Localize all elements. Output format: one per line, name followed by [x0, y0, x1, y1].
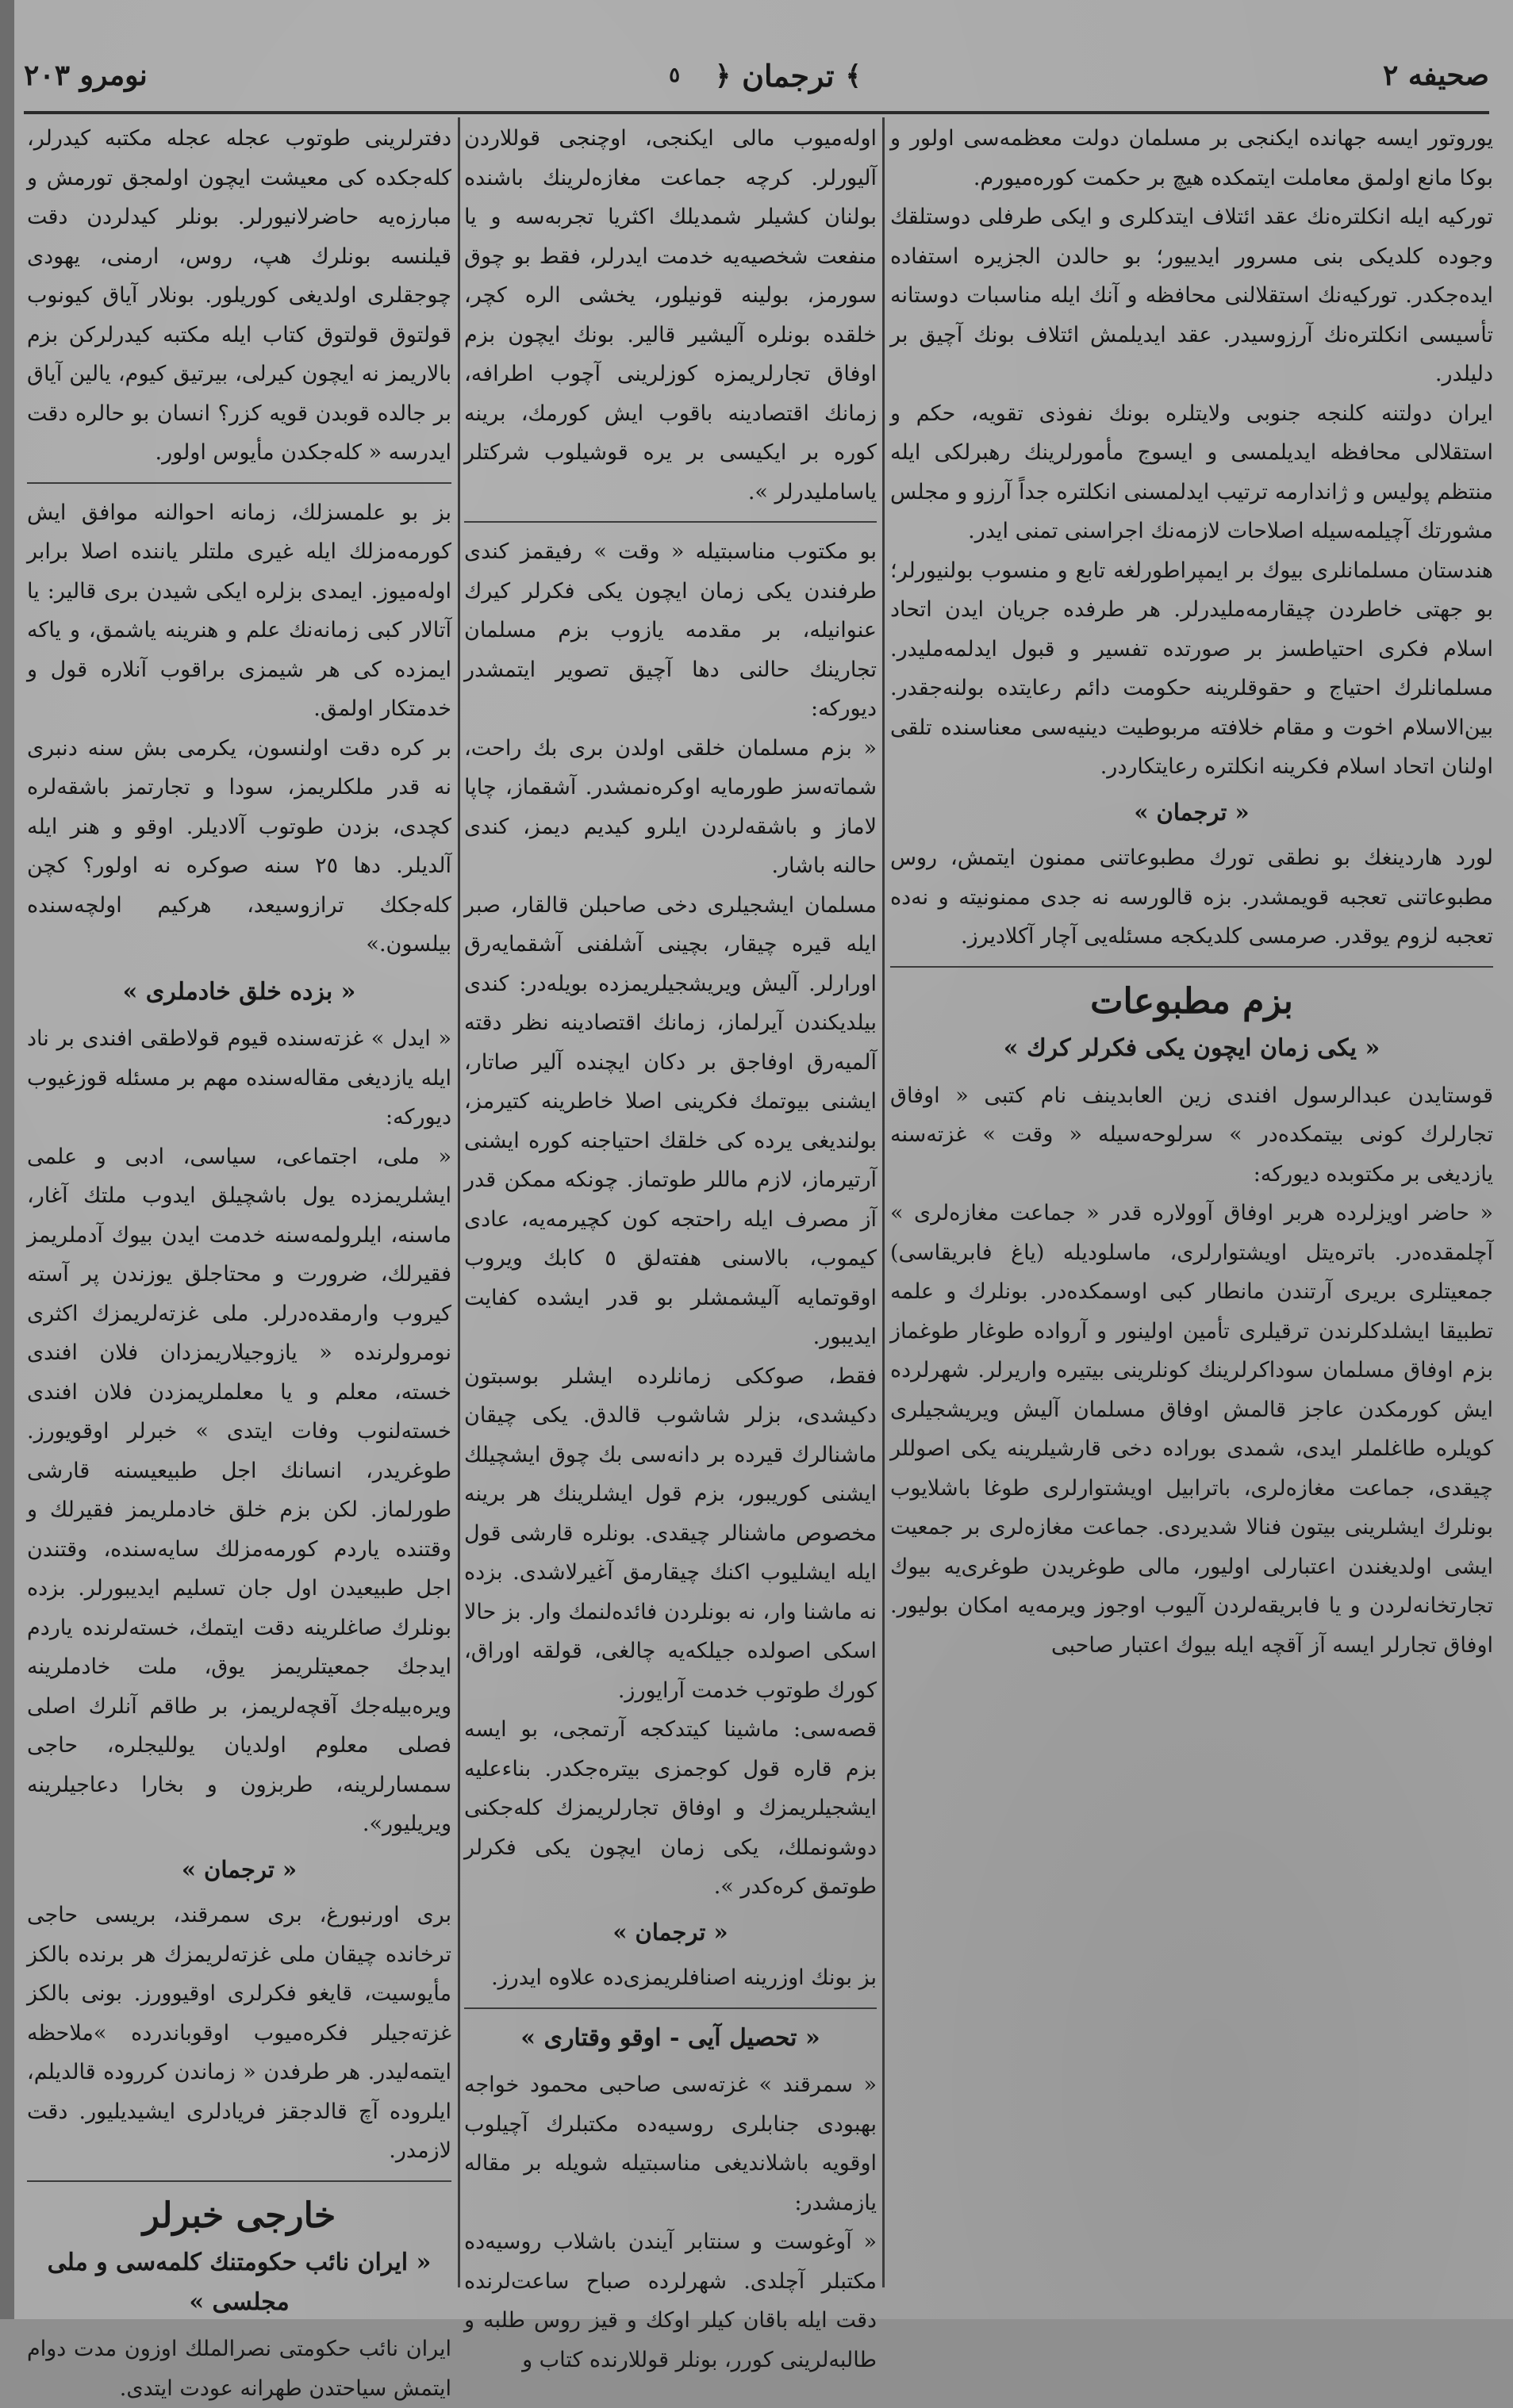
paragraph: اوله‌میوب مالی ایکنجی، اوچنجی قوللاردن آلیورلر. کرچه جماعت مغازه‌لرینك باشنده بولنان کشیلر شمدیلك اکثریا تجربه‌سه و یا منفعت شخصیه‌یه خدمت ایدرلر، فقط بو چوق سورمز، بولینه قونیلور، یخشی الره کچر، خلقده بونلره آلیشیر قالیر. بونك ایچون بزم اوفاق تجارلریمزه کوزلرینی آچوب اطرافه، زمانك اقتصادینه باقوب ایش کورمك، برینه کوره بر ایکیسی بر یره قوشیلوب شرکتلر یاساملیدرلر ». — [464, 126, 877, 504]
section-rule — [464, 521, 877, 523]
paragraph: مسلمان ایشجیلری دخی صاحبلن قالقار، صبر ایله قیره چیقار، بچینی آشلفنی آشقمایه‌رق اورارلر. آلیش ویریشجیلریمزده بویله‌در: کندی بیلدیکندن آیرلماز، زمانك اقتصادینه نظر دقته آلمیه‌رق اوفاجق بر دکان ایچنده آلیر صاتار، ایشنی بیوتمك فکرینی اصلا خاطرینه کتیرمز، بولندیغی یرده کی خلقك احتیاجنه کوره ایشنی آرتیرماز، لازم ماللر طوتماز. چونکه ممکن قدر آز مصرف ایله راحتجه کون کچیرمه‌یه، عادی کیموب، بالاسنی هفته‌لق ٥ کابك ویروب اوقوتمایه آلیشمشلر بو قدر ایشده کفایت ایدیبور. — [464, 892, 877, 1349]
paragraph: « حاضر اویزلرده هربر اوفاق آوولاره قدر « جماعت مغازه‌لری » آچلمقده‌در. باتره‌یتل اویشتوارلری، ماسلودیله (یاغ فابریقاسی) جمعیتلری بریری آرتندن مانطار کبی اوسمکده‌در. بونلرك و علمه تطبیقا ایشلدکلرندن ترقیلری تأمین اولینور و آرواده طوغار طوغماز بزم اوفاق مسلمان سوداکرلرینك کونلرینی بیتیره واریرلر. شهرلرده ایش کورمکدن عاجز قالمش اوفاق مسلمان آلیش ویریشجیلری کویلره طاغلملر ایدی، شمدی بوراده دخی قارشیلرینه یکی اصوللر چیقدی، جماعت مغازه‌لری، باترابیل اویشتوارلری طوغا باشلایوب بونلرك ایشلرینی بیتون فنالا شدیردی. جماعت مغازه‌لری بر جمعیت ایشی اولدیغندن اعتبارلی اولیور، مالی طوغریدن طوغری‌یه بیوك تجارتخانه‌لردن و یا فابریقه‌لردن آلیوب اوجوز ویرمه‌یه امکان بولیور. اوفاق تجارلر ایسه آز آقچه ایله بیوك اعتبار صاحبی — [890, 1201, 1493, 1658]
paragraph: هندستان مسلمانلری بیوك بر ایمپراطورلغه تابع و منسوب بولنیورلر؛ بو جهتی خاطردن چیقارمه‌ملیدرلر. هر طرفده جریان ایدن اتحاد اسلام فکری احتیاطسز بر صورتده تفسیر و قبول ایدلمه‌ملیدر. مسلمانلرك احتیاج و حقوقلرینه حکومت دائم رعایتده بولنه‌جقدر. بین‌الاسلام اخوت و مقام خلافته مربوطیت دینیه‌سی معناسنده تلقی اولنان اتحاد اسلام فکرینه انکلتره رعایتکاردر. — [890, 558, 1493, 779]
paragraph: دفترلرینی طوتوب عجله عجله مکتبه کیدرلر، کله‌جکده کی معیشت ایچون اولمجق تورمش و مبارزه‌یه حاضرلانیورلر. بونلر کیدلردن دقت قیلنسه بونلرك هپ، روس، ارمنی، یهودی چوجقلری اولدیغی کوریلور. بونلار آیاق کیونوب قولتوق قولتوق کتاب ایله مکتبه کیدرلرکن بزم بالاریمز نه ایچون کیرلی، بیرتیق کیوم، یالین آیاق بر جالده قوبدن قویه کزر؟ انسان بو حالره دقت ایدرسه « کله‌جکدن مأیوس اولور. — [27, 126, 451, 465]
paragraph: بر کره دقت اولنسون، یکرمی بش سنه دنبری نه قدر ملکلریمز، سودا و تجارتمز باشقه‌لره کچدی، بزدن طوتوب آلادیلر. اوقو و هنر ایله آلدیلر. دها ٢٥ سنه صوکره نه اولور؟ کچن کله‌جکك ترازوسیعد، هرکیم اولچه‌سنده بیلسون.» — [27, 735, 451, 957]
small-number: ٥ — [669, 63, 681, 87]
section-rule — [464, 2007, 877, 2009]
paragraph: تورکیه ایله انکلتره‌نك عقد ائتلاف ایتدکلری و ایکی طرفلی دوستلقك وجوده کلدیکی بنی مسرور ایدییور؛ بو حالدن الجزیره استفاده ایده‌جکدر. تورکیه‌نك استقلالنی محافظه و آنك ایله مناسبات دوستانه تأسیسی انکلتره‌نك آرزوسیدر. عقد ایدیلمش ائتلاف بونك آچیق بر دلیلدر. — [890, 205, 1493, 386]
paragraph: لورد هاردینغك بو نطقی تورك مطبوعاتنی ممنون ایتمش، روس مطبوعاتنی تعجبه قویمشدر. بزه قالورسه نه جدی ممنونیته و نه‌ده تعجبه لزوم یوقدر. صرمسی کلدیکجه مسئله‌یی آچار آکلادیرز. — [890, 845, 1493, 949]
article-title: « تحصیل آیی - اوقو وقتاری » — [520, 2023, 820, 2052]
column-middle — [464, 119, 877, 2372]
section-heading: بزم مطبوعات — [1090, 980, 1293, 1022]
paragraph: « آوغوست و سنتابر آیندن باشلاب روسیه‌ده مکتبلر آچلدی. شهرلرده صباح ساعت‌لرنده دقت ایله باقان کیلر اوکك و قیز روس طلبه و طالبه‌لرینی کورر، بونلر قوللارنده کتاب و — [464, 2230, 877, 2372]
article-title: « بزده خلق خادملری » — [122, 977, 356, 1006]
column-left — [27, 119, 451, 2401]
paragraph: « سمرقند » غزته‌سی صاحبی محمود خواجه بهبودی جنابلری روسیه‌ده مکتبلرك آچیلوب اوقویه باشلاندیغی مناسبتیله شویله بر مقاله یازمشدر: — [464, 2072, 877, 2215]
article-title: « یکی زمان ایچون یکی فکرلر کرك » — [1003, 1034, 1381, 1062]
signature: « ترجمان » — [612, 1918, 728, 1946]
paragraph: بری اورنبورغ، بری سمرقند، بریسی حاجی ترخانده چیقان ملی غزته‌لریمزك هر برنده بالکز مأیوسیت، قایغو فکرلری اوقیوورز. بونی بالکز غزته‌جیلر فکره‌میوب اوقوباندرده »ملاحظه ایتمه‌لیدر. هر طرفدن « زماندن کرروده قالدیلم، ایلروده آچ قالدجقز فریادلری ایشیدیلیور. دقت لازمدر. — [27, 1903, 451, 2163]
paragraph: بز بو علمسزلك، زمانه احوالنه موافق ایش کورمه‌مزلك ایله غیری ملتلر یاننده اصلا برابر اوله‌میوز. ایمدی بزلره ایکی شیدن بری قالیر: یا آتالار کبی زمانه‌نك علم و هنرینه یاشمق، و یاکه ایمزده کی هر شیمزی براقوب آنلاره قول و خدمتکار اولمق. — [27, 500, 451, 721]
paragraph: ایران دولتنه کلنجه جنوبی ولایتلره بونك نفوذی تقویه، حکم و استقلالی محافظه ایدیلمسی و ایسوج مأمورلرینك رهبرلکی ایله منتظم پولیس و ژاندارمه ترتیب ایدلمسنی انکلتره جداً آرزو و مجلس مشورتك آچیلمه‌سیله اصلاحات لازمه‌نك اجراسنی تمنی ایدر. — [890, 401, 1493, 543]
page-edge-shadow — [0, 0, 14, 2319]
paragraph: قوستایدن عبدالرسول افندی زین العابدینف نام کتبی « اوفاق تجارلرك کونی بیتمکده‌در » سرلوحه‌سیله « وقت » غزته‌سنه یازدیغی بر مکتوبده دیورکه: — [890, 1083, 1493, 1187]
paragraph: یوروتور ایسه جهانده ایکنجی بر مسلمان دولت معظمه‌سی اولور و بوکا مانع اولمق معاملت ایتمکده هیچ بر حکمت کوره‌میورم. — [890, 126, 1493, 190]
ornament-icon: ﴿ — [715, 59, 732, 92]
section-rule — [27, 482, 451, 484]
paragraph: قصه‌سی: ماشینا کیتدکجه آرتمجی، بو ایسه بزم قاره قول کوجمزی بیتره‌جکدر. بناءعلیه ایشجیلریمزك و اوفاق تجارلریمزك کله‌جکنی دوشونملك، یکی زمان ایچون یکی فکرلر طوتمق کره‌کدر ». — [464, 1717, 877, 1899]
column-divider — [882, 117, 885, 2287]
paragraph: ایران نائب حکومتی نصرالملك اوزون مدت دوام ایتمش سیاحتدن طهرانه عودت ایتدی. — [27, 2337, 451, 2401]
section-rule — [890, 966, 1493, 968]
column-divider — [458, 117, 460, 2287]
section-rule — [27, 2180, 451, 2182]
paragraph: « بزم مسلمان خلقی اولدن بری بك راحت، شماته‌سز طورمایه اوکره‌نمشدر. آشقماز، چاپا لاماز و باشقه‌لردن ایلرو کیدیم دیمز، کندی حالنه باشار. — [464, 735, 877, 878]
signature: « ترجمان » — [181, 1855, 298, 1883]
paragraph: بز بونك اوزرینه اصنافلریمزی‌ده علاوه ایدرز. — [491, 1965, 877, 1990]
masthead-title — [669, 58, 861, 94]
paragraph: بو مکتوب مناسبتیله « وقت » رفیقمز کندی طرفندن یکی زمان ایچون یکی فکرلر کیرك عنوانیله، بر مقدمه یازوب بزم مسلمان تجارینك حالنی دها آچیق تصویر ایتمشدر دیورکه: — [464, 539, 877, 721]
masthead-rule — [24, 111, 1489, 114]
paragraph: « ایدل » غزته‌سنده قیوم قولاطقی افندی بر ناد ایله یازدیغی مقاله‌سنده مهم بر مسئله قوزغیوب دیورکه: — [27, 1026, 451, 1129]
newspaper-title: ترجمان — [742, 57, 835, 94]
issue-number: نومرو ۲۰۳ — [24, 59, 148, 92]
column-right — [890, 119, 1493, 2287]
article-title: « ایران نائب حکومتنك کلمه‌سی و ملی مجلسی » — [47, 2249, 432, 2316]
paragraph: « ملی، اجتماعی، سیاسی، ادبی و علمی ایشلریمزده یول باشچیلق ایدوب ملتك آغار، ماسنه، ایلرولمه‌سنه خدمت ایدن بیوك آدملریمز فقیرلك، ضرورت و محتاجلق یوزندن پر آسته کیروب وارمقده‌درلر. ملی غزته‌لریمزك اکثری نومرولرنده « یازوجیلاریمزدان فلان افندی خسته، معلم و یا معلملریمزدن فلان افندی خسته‌لنوب وفات ایتدی » خبرلر اوقویورز. طوغریدر، انسانك اجل طبیعیسنه قارشی طورلماز. لکن بزم خلق خادملریمز فقیرلك و وقتنده یاردم کورمه‌مزلك سایه‌سنده، وقتندن اجل طبیعیدن اول جان تسلیم ایدیبورلر. بزده بونلرك صاغلرینه دقت ایتمك، خسته‌لرنده یاردم ایدجك جمعیتلریمز یوق، ملت خادملرینه ویره‌بیله‌جك آقچه‌لریمز، بر طاقم آنلرك اصلی فصلی معلوم اولدیان یوللیجلره، حاجی سمسارلرینه، طربزون و بخارا دعاجیلرینه ویریلیور». — [27, 1144, 451, 1836]
page-number: صحیفه ۲ — [1382, 59, 1489, 92]
masthead — [24, 44, 1489, 107]
signature: « ترجمان » — [1134, 798, 1250, 826]
ornament-icon: ﴾ — [845, 59, 862, 92]
paragraph: فقط، صوککی زمانلرده ایشلر بوسبتون دکیشدی، بزلر شاشوب قالدق. یکی چیقان ماشنالرك قیرده بر دانه‌سی بك چوق ایشچیلك ایشنی کوریبور، بزم قول ایشلرینك هر برینه مخصوص ماشنالر چیقدی. بونلره قارشی قول ایله ایشلیوب اکنك چیقارمق آغیرلاشدی. بزده نه ماشنا وار، نه بونلردن فائده‌لنمك وار. بز حالا اسکی اصولده جیلکه‌یه چالغی، قولقه اوراق، کورك طوتوب خدمت آرایورز. — [464, 1363, 877, 1703]
section-heading: خارجی خبرلر — [142, 2195, 336, 2236]
